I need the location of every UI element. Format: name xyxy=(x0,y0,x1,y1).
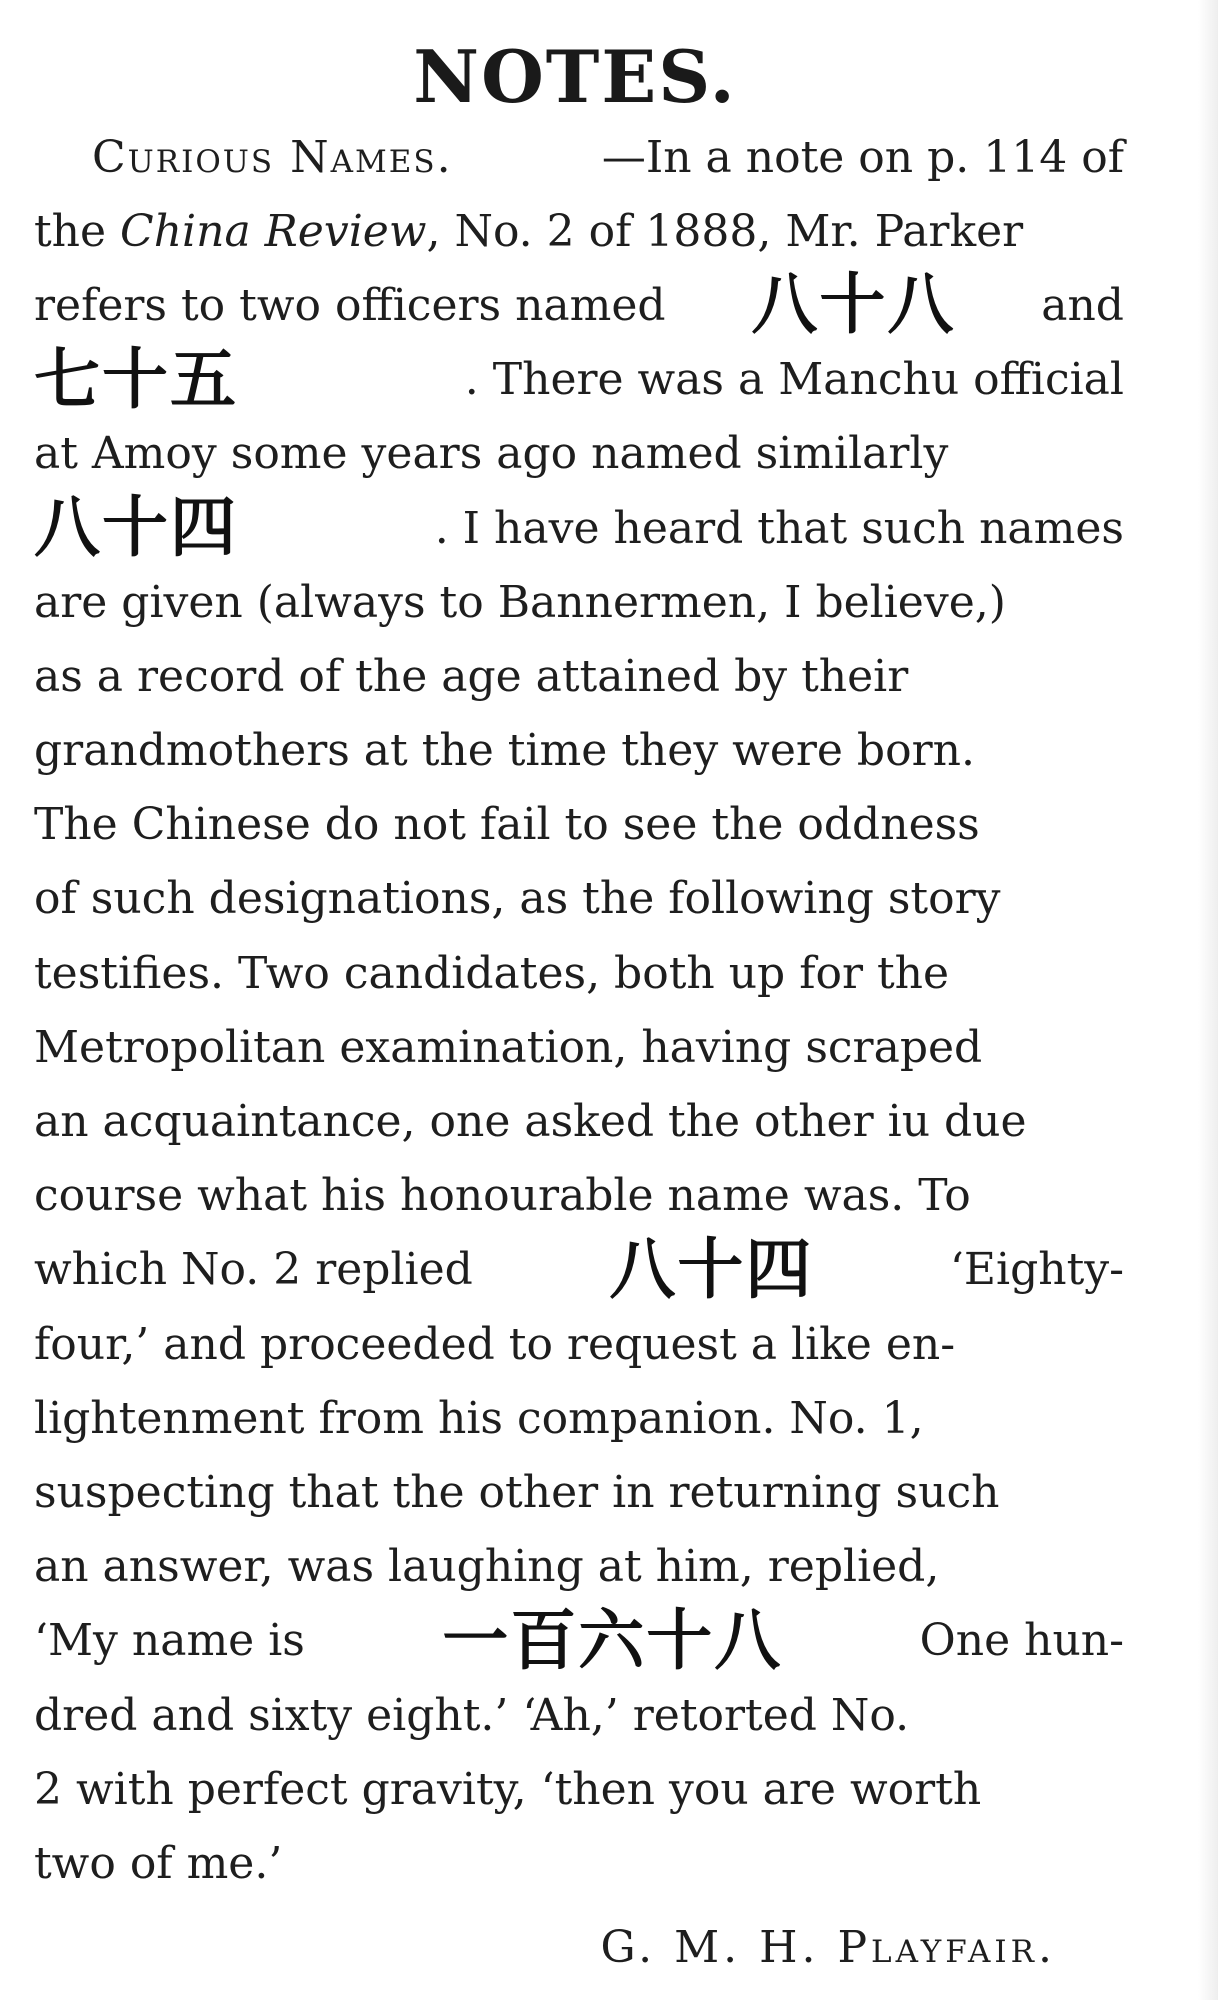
text-segment: two of me.’ xyxy=(34,1837,283,1889)
text-segment: Metropolitan examination, having scraped xyxy=(34,1021,983,1073)
text-segment: . I have heard that such names xyxy=(434,502,1124,554)
text-line-6 xyxy=(34,491,1124,565)
text-segment: course what his honourable name was. To xyxy=(34,1170,971,1222)
text-line-7 xyxy=(34,565,1124,639)
section-title: Curious Names. xyxy=(92,131,453,183)
text-segment: refers to two officers named xyxy=(34,279,666,331)
text-segment: suspecting that the other in returning such xyxy=(34,1466,1000,1518)
text-line-3 xyxy=(34,268,1124,342)
text-segment: at Amoy some years ago named similarly xyxy=(34,428,949,480)
text-segment: 2 with perfect gravity, ‘then you are worth xyxy=(34,1763,982,1815)
chinese-name: 八十四 xyxy=(34,489,238,567)
text-segment: and xyxy=(1041,279,1124,331)
text-line-5 xyxy=(34,417,1124,491)
journal-title: China Review xyxy=(120,205,427,257)
text-line-19 xyxy=(34,1455,1124,1529)
text-line-18 xyxy=(34,1381,1124,1455)
text-segment: —In a note on p. 114 of xyxy=(601,131,1124,183)
text-segment: an acquaintance, one asked the other iu due xyxy=(34,1096,1027,1148)
signature: G. M. H. Playfair. xyxy=(600,1922,1056,1973)
text-segment: lightenment from his companion. No. 1, xyxy=(34,1392,924,1444)
note-body xyxy=(34,120,1124,1901)
notes-heading: NOTES. xyxy=(413,34,737,119)
text-segment: ‘Eighty- xyxy=(949,1244,1124,1296)
text-line-22 xyxy=(34,1678,1124,1752)
text-line-4 xyxy=(34,340,1124,418)
text-line-24 xyxy=(34,1826,1124,1900)
text-segment: an answer, was laughing at him, replied, xyxy=(34,1541,940,1593)
text-line-20 xyxy=(34,1530,1124,1604)
text-line-16 xyxy=(34,1230,1124,1308)
text-line-13 xyxy=(34,1010,1124,1084)
text-line-9 xyxy=(34,714,1124,788)
text-segment: as a record of the age attained by their xyxy=(34,650,909,702)
chinese-name: 八十八 xyxy=(751,266,956,344)
text-segment: testifies. Two candidates, both up for the xyxy=(34,947,950,999)
text-line-17 xyxy=(34,1307,1124,1381)
text-line-8 xyxy=(34,639,1124,713)
text-segment: of such designations, as the following story xyxy=(34,873,1001,925)
text-segment: which No. 2 replied xyxy=(34,1244,473,1296)
text-segment: One hun- xyxy=(919,1615,1124,1667)
chinese-name: 一百六十八 xyxy=(442,1601,783,1679)
text-line-1 xyxy=(34,120,1124,194)
text-segment: grandmothers at the time they were born. xyxy=(34,725,975,777)
text-line-21 xyxy=(34,1601,1124,1679)
text-segment: dred and sixty eight.’ ‘Ah,’ retorted No. xyxy=(34,1689,910,1741)
text-line-14 xyxy=(34,1084,1124,1158)
text-segment: the China Review, No. 2 of 1888, Mr. Parker xyxy=(34,205,1024,257)
text-segment: The Chinese do not fail to see the oddness xyxy=(34,799,980,851)
text-line-11 xyxy=(34,862,1124,936)
text-segment: are given (always to Bannermen, I believe,) xyxy=(34,576,1006,628)
text-segment: ‘My name is xyxy=(34,1615,305,1667)
text-line-15 xyxy=(34,1159,1124,1233)
page-edge-shadow xyxy=(1198,0,1218,2000)
text-line-12 xyxy=(34,936,1124,1010)
chinese-name: 八十四 xyxy=(609,1230,814,1308)
chinese-name: 七十五 xyxy=(34,340,238,418)
text-segment: . There was a Manchu official xyxy=(464,354,1124,406)
text-segment: four,’ and proceeded to request a like en- xyxy=(34,1318,956,1370)
text-line-2 xyxy=(34,194,1124,268)
text-line-10 xyxy=(34,788,1124,862)
text-line-23 xyxy=(34,1752,1124,1826)
